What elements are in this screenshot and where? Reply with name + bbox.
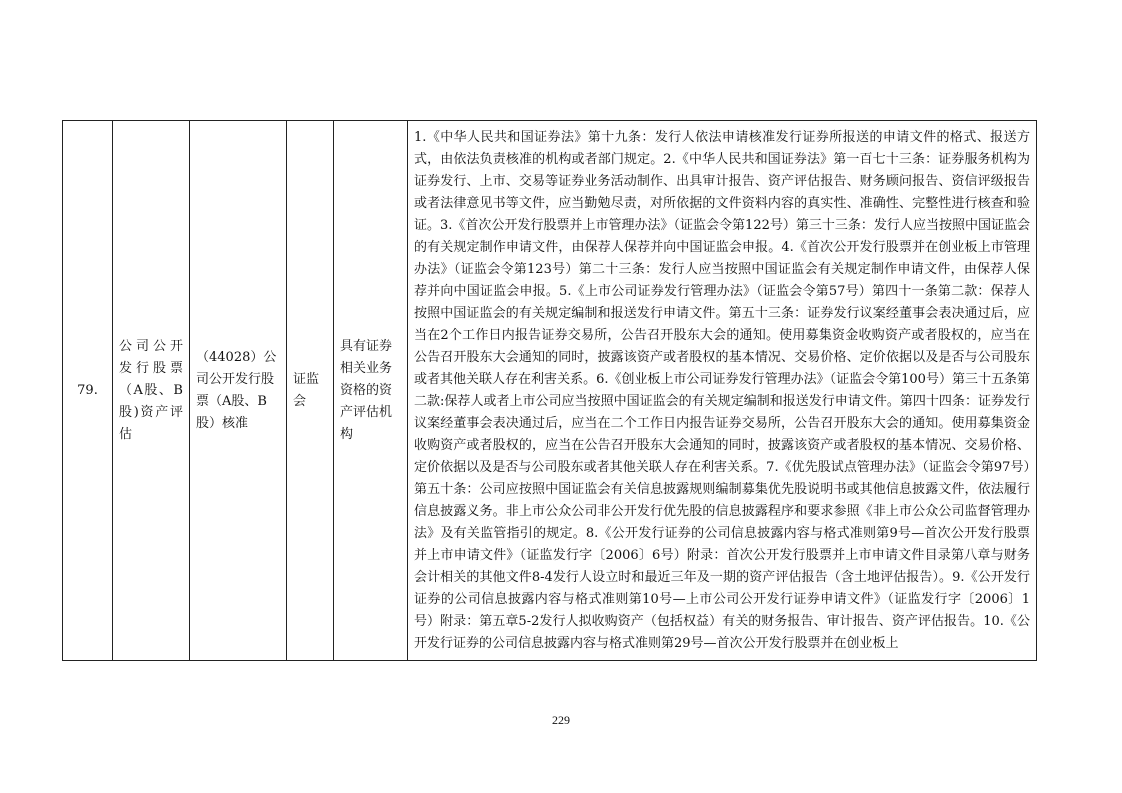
item-code-cell: （44028）公司公开发行股票（A股、B股）核准 <box>190 121 287 661</box>
legal-basis-cell: 1.《中华人民共和国证券法》第十九条：发行人依法申请核准发行证券所报送的申请文件的格式、报送方式，由依法负责核准的机构或者部门规定。2.《中华人民共和国证券法》第一百七十三条：证券服务机构为证券发行、上市、交易等证券业务活动制作、出具审计报告、资产评估报告、财务顾问报告、资信评级报告或者法律意见书等文件，应当勤勉尽责，对所依据的文件资料内容的真实性、准确性、完整性进行核查和验证。3.《首次公开发行股票并上市管理办法》（证监会令第122号）第三十三条：发行人应当按照中国证监会的有关规定制作申请文件，由保荐人保荐并向中国证监会申报。4.《首次公开发行股票并在创业板上市管理办法》（证监会令第123号）第二十三条：发行人应当按照中国证监会有关规定制作申请文件，由保荐人保荐并向中国证监会申报。5.《上市公司证券发行管理办法》（证监会令第57号）第四十一条第二款：保荐人按照中国证监会的有关规定编制和报送发行申请文件。第五十三条：证券发行议案经董事会表决通过后，应当在2个工作日内报告证券交易所，公告召开股东大会的通知。使用募集资金收购资产或者股权的，应当在公告召开股东大会通知的同时，披露该资产或者股权的基本情况、交易价格、定价依据以及是否与公司股东或者其他关联人存在利害关系。6.《创业板上市公司证券发行管理办法》（证监会令第100号）第三十五条第二款:保荐人或者上市公司应当按照中国证监会的有关规定编制和报送发行申请文件。第四十四条：证券发行议案经董事会表决通过后，应当在二个工作日内报告证券交易所，公告召开股东大会的通知。使用募集资金收购资产或者股权的，应当在公告召开股东大会通知的同时，披露该资产或者股权的基本情况、交易价格、定价依据以及是否与公司股东或者其他关联人存在利害关系。7.《优先股试点管理办法》（证监会令第97号）第五十条：公司应按照中国证监会有关信息披露规则编制募集优先股说明书或其他信息披露文件，依法履行信息披露义务。非上市公众公司非公开发行优先股的信息披露程序和要求参照《非上市公众公司监督管理办法》及有关监管指引的规定。8.《公开发行证券的公司信息披露内容与格式准则第9号—首次公开发行股票并上市申请文件》（证监发行字〔2006〕6号）附录：首次公开发行股票并上市申请文件目录第八章与财务会计相关的其他文件8-4发行人设立时和最近三年及一期的资产评估报告（含土地评估报告）。9.《公开发行证券的公司信息披露内容与格式准则第10号—上市公司公开发行证券申请文件》（证监发行字〔2006〕1号）附录：第五章5-2发行人拟收购资产（包括权益）有关的财务报告、审计报告、资产评估报告。10.《公开发行证券的公司信息披露内容与格式准则第29号—首次公开发行股票并在创业板上 <box>408 121 1037 661</box>
regulation-table <box>62 120 1037 661</box>
department-cell: 证监会 <box>287 121 334 661</box>
scope-cell: 具有证券相关业务资格的资产评估机构 <box>334 121 408 661</box>
item-name-cell: 公司公开发行股票（A股、B股)资产评估 <box>113 121 190 661</box>
row-number: 79. <box>63 121 113 661</box>
table-row <box>63 121 1037 661</box>
page-number: 229 <box>552 713 570 727</box>
